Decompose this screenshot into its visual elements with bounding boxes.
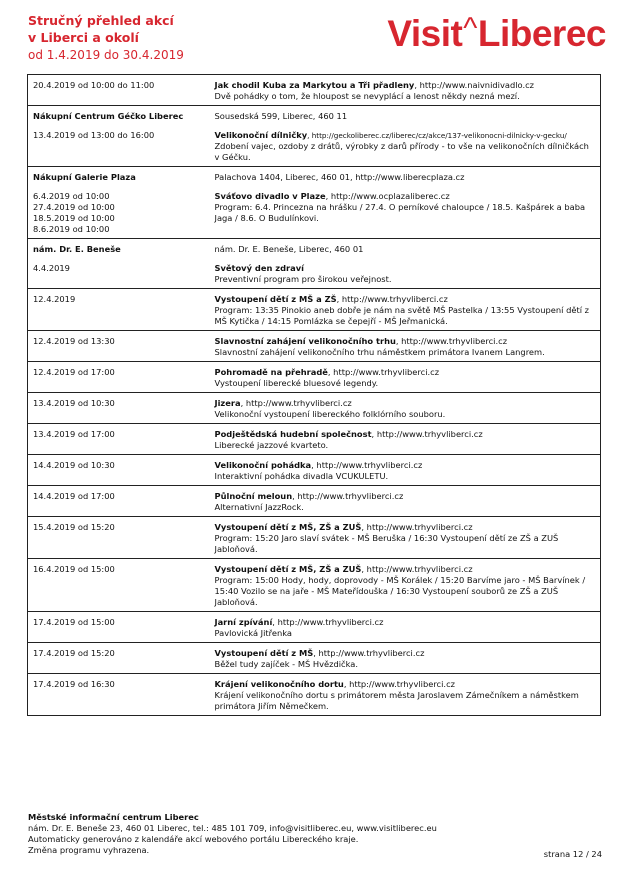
event-details: [210, 424, 601, 455]
logo-caret-icon: ^: [463, 12, 477, 45]
event-date: 20.4.2019 od 10:00 do 11:00: [28, 75, 210, 106]
event-details: [210, 486, 601, 517]
event-url[interactable]: , http://www.trhyvliberci.cz: [311, 460, 423, 470]
event-date: 13.4.2019 od 17:00: [28, 424, 210, 455]
event-url[interactable]: , http://www.trhyvliberci.cz: [343, 679, 455, 689]
venue-name: nám. Dr. E. Beneše: [33, 244, 121, 254]
event-title: Jizera: [214, 398, 241, 408]
event-title: Velikonoční dílničky: [214, 130, 308, 140]
event-description: Interaktivní pohádka divadla VCUKULETU.: [214, 471, 389, 481]
event-title: Podještědská hudební společnost: [214, 429, 372, 439]
logo-word-visit: Visit: [387, 13, 463, 54]
event-title: Jak chodil Kuba za Markytou a Tři přadleny: [214, 80, 415, 90]
event-date: 8.6.2019 od 10:00: [33, 224, 110, 234]
document-title: [28, 12, 184, 64]
event-date: 15.4.2019 od 15:20: [28, 517, 210, 559]
event-row: [28, 559, 601, 612]
event-title: Světový den zdraví: [214, 263, 304, 273]
page-header: [28, 12, 606, 70]
event-title: Sváťovo divadlo v Plaze: [214, 191, 326, 201]
event-url[interactable]: , http://www.ocplazaliberec.cz: [325, 191, 450, 201]
event-row: [28, 643, 601, 674]
event-row: [28, 331, 601, 362]
footer-organization: Městské informační centrum Liberec: [28, 812, 199, 822]
event-row: [28, 486, 601, 517]
event-description: Dvě pohádky o tom, že hloupost se nevyplácí a lenost někdy nezná mezí.: [214, 91, 520, 101]
events-table: [27, 74, 601, 716]
event-details: [210, 106, 601, 167]
event-title: Vystoupení dětí z MŠ: [214, 648, 314, 658]
venue-address: nám. Dr. E. Beneše, Liberec, 460 01: [214, 244, 364, 254]
venue-cell: [28, 106, 210, 167]
venue-cell: [28, 167, 210, 239]
event-description: Alternativní JazzRock.: [214, 502, 304, 512]
footer-note-generated: Automaticky generováno z kalendáře akcí webového portálu Libereckého kraje.: [28, 834, 359, 844]
event-date: 13.4.2019 od 10:30: [28, 393, 210, 424]
event-row: [28, 393, 601, 424]
event-title: Půlnoční meloun: [214, 491, 293, 501]
event-description: Krájení velikonočního dortu s primátorem města Jaroslavem Zámečníkem a náměstkem primátora Jiřím Němečkem.: [214, 690, 579, 711]
event-row: [28, 674, 601, 716]
event-description: Velikonoční vystoupení libereckého folklórního souboru.: [214, 409, 446, 419]
event-row: [28, 75, 601, 106]
title-line-1: Stručný přehled akcí: [28, 13, 174, 28]
event-date: 13.4.2019 od 13:00 do 16:00: [33, 130, 155, 140]
event-details: [210, 167, 601, 239]
event-date: 12.4.2019 od 13:30: [28, 331, 210, 362]
event-title: Velikonoční pohádka: [214, 460, 312, 470]
event-date: 17.4.2019 od 15:00: [28, 612, 210, 643]
event-details: [210, 559, 601, 612]
event-details: [210, 239, 601, 289]
event-details: [210, 75, 601, 106]
date-range: od 1.4.2019 do 30.4.2019: [28, 48, 184, 62]
event-details: [210, 331, 601, 362]
event-url[interactable]: , http://www.trhyvliberci.cz: [272, 617, 384, 627]
event-row: [28, 362, 601, 393]
event-description: Program: 13:35 Pinokio aneb dobře je nám na světě MŠ Pastelka / 13:55 Vystoupení dětí z MŠ Kytička / 14:15 Pomlázka se čepejří - MŠ Jeřmanická.: [214, 305, 590, 326]
event-date: 17.4.2019 od 15:20: [28, 643, 210, 674]
event-description: Slavnostní zahájení velikonočního trhu náměstkem primátora Ivanem Langrem.: [214, 347, 545, 357]
event-date: 12.4.2019: [28, 289, 210, 331]
event-description: Program: 6.4. Princezna na hrášku / 27.4. O perníkové chaloupce / 18.5. Kašpárek a baba Jaga / 8.6. O Budulínkovi.: [214, 202, 586, 223]
venue-address: Palachova 1404, Liberec, 460 01, http://www.liberecplaza.cz: [214, 172, 465, 182]
event-date: 14.4.2019 od 10:30: [28, 455, 210, 486]
event-url[interactable]: , http://geckoliberec.cz/liberec/cz/akce/137-velikonocni-dilnicky-v-gecku/: [307, 131, 567, 140]
venue-row: [28, 106, 601, 167]
event-title: Jarní zpívání: [214, 617, 273, 627]
event-details: [210, 674, 601, 716]
footer-contact: nám. Dr. E. Beneše 23, 460 01 Liberec, tel.: 485 101 709, info@visitliberec.eu, www.visitliberec.eu: [28, 823, 437, 833]
event-title: Pohromadě na přehradě: [214, 367, 328, 377]
venue-row: [28, 167, 601, 239]
event-description: Běžel tudy zajíček - MŠ Hvězdička.: [214, 659, 358, 669]
event-row: [28, 612, 601, 643]
event-url[interactable]: , http://www.trhyvliberci.cz: [313, 648, 425, 658]
event-description: Zdobení vajec, ozdoby z drátů, výrobky z darů přírody - to vše na velikonočních dílničkách v Géčku.: [214, 141, 589, 162]
event-date: 17.4.2019 od 16:30: [28, 674, 210, 716]
event-url[interactable]: , http://www.trhyvliberci.cz: [336, 294, 448, 304]
venue-name: Nákupní Galerie Plaza: [33, 172, 136, 182]
page-footer: [28, 812, 602, 856]
event-details: [210, 289, 601, 331]
event-title: Vystoupení dětí z MŠ a ZŠ: [214, 294, 337, 304]
page-number: strana 12 / 24: [543, 849, 602, 859]
event-description: Pavlovická Jitřenka: [214, 628, 293, 638]
venue-address: Sousedská 599, Liberec, 460 11: [214, 111, 348, 121]
event-details: [210, 393, 601, 424]
event-url[interactable]: , http://www.trhyvliberci.cz: [395, 336, 508, 346]
event-title: Krájení velikonočního dortu: [214, 679, 344, 689]
event-date: 6.4.2019 od 10:00: [33, 191, 110, 201]
event-details: [210, 362, 601, 393]
event-date: 27.4.2019 od 10:00: [33, 202, 115, 212]
event-description: Preventivní program pro širokou veřejnost.: [214, 274, 392, 284]
event-date: 14.4.2019 od 17:00: [28, 486, 210, 517]
title-line-2: v Liberci a okolí: [28, 30, 139, 45]
event-details: [210, 643, 601, 674]
event-details: [210, 455, 601, 486]
event-description: Vystoupení liberecké bluesové legendy.: [214, 378, 379, 388]
event-date: 4.4.2019: [33, 263, 70, 273]
event-url[interactable]: , http://www.trhyvliberci.cz: [371, 429, 483, 439]
event-url[interactable]: , http://www.trhyvliberci.cz: [327, 367, 440, 377]
event-url[interactable]: , http://www.trhyvliberci.cz: [240, 398, 352, 408]
event-details: [210, 612, 601, 643]
event-row: [28, 517, 601, 559]
event-row: [28, 424, 601, 455]
event-description: Program: 15:20 Jaro slaví svátek - MŠ Beruška / 16:30 Vystoupení dětí ze ZŠ a ZUŠ Jabloňová.: [214, 533, 559, 554]
event-description: Liberecké jazzové kvarteto.: [214, 440, 329, 450]
event-details: [210, 517, 601, 559]
event-date: 12.4.2019 od 17:00: [28, 362, 210, 393]
logo-word-liberec: Liberec: [477, 13, 606, 54]
footer-note-changes: Změna programu vyhrazena.: [28, 845, 150, 855]
event-title: Vystoupení dětí z MŠ, ZŠ a ZUŠ: [214, 564, 362, 574]
event-description: Program: 15:00 Hody, hody, doprovody - MŠ Korálek / 15:20 Barvíme jaro - MŠ Barvínek / 15:40 Vozilo se na jaře - MŠ Mateřídouška / 16:30 Vystoupení souborů ze ZŠ a ZUŠ Jabloňová.: [214, 575, 586, 607]
event-date: 18.5.2019 od 10:00: [33, 213, 115, 223]
event-title: Vystoupení dětí z MŠ, ZŠ a ZUŠ: [214, 522, 362, 532]
event-date: 16.4.2019 od 15:00: [28, 559, 210, 612]
event-title: Slavnostní zahájení velikonočního trhu: [214, 336, 396, 346]
venue-name: Nákupní Centrum Géčko Liberec: [33, 111, 184, 121]
event-row: [28, 455, 601, 486]
venue-cell: [28, 239, 210, 289]
event-url[interactable]: , http://www.naivnidivadlo.cz: [414, 80, 534, 90]
event-row: [28, 289, 601, 331]
event-url[interactable]: , http://www.trhyvliberci.cz: [361, 564, 473, 574]
event-url[interactable]: , http://www.trhyvliberci.cz: [292, 491, 404, 501]
event-url[interactable]: , http://www.trhyvliberci.cz: [361, 522, 473, 532]
venue-row: [28, 239, 601, 289]
visit-liberec-logo: [387, 14, 606, 57]
